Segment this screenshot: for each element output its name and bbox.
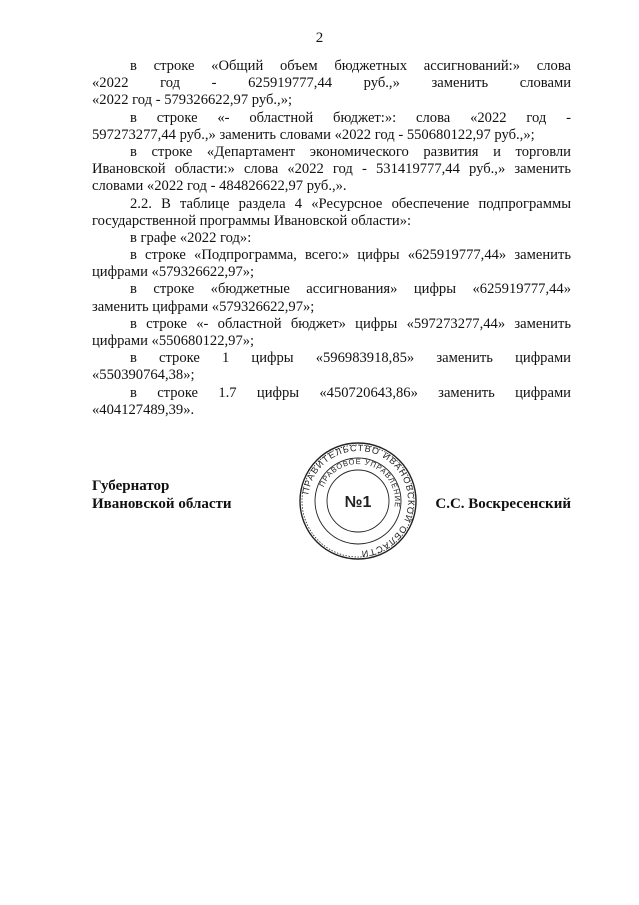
position-line-1: Губернатор	[92, 478, 170, 494]
official-seal	[298, 441, 418, 561]
seal-outer-text: ПРАВИТЕЛЬСТВО ИВАНОВСКОЙ ОБЛАСТИ	[300, 442, 417, 560]
text-line: в строке «Департамент экономического развития и торговли	[130, 143, 571, 160]
position-line-2: Ивановской области	[92, 496, 232, 512]
text-line: «550390764,38»;	[92, 367, 195, 384]
document-body	[92, 58, 571, 419]
text-line: цифрами «579326622,97»;	[92, 264, 255, 281]
text-line: в строке «- областной бюджет:»: слова «2022 год -	[130, 109, 571, 126]
signatory-name: С.С. Воскресенский	[435, 496, 571, 512]
text-line: 2.2. В таблице раздела 4 «Ресурсное обеспечение подпрограммы	[130, 195, 571, 212]
text-line: в строке 1.7 цифры «450720643,86» заменить цифрами	[130, 384, 571, 401]
text-line: в строке «Общий объем бюджетных ассигнований:» слова	[130, 58, 571, 74]
text-line: в строке 1 цифры «596983918,85» заменить цифрами	[130, 350, 571, 367]
text-line: «2022 год - 625919777,44 руб.,» заменить словами	[92, 75, 571, 92]
text-line: в строке «- областной бюджет» цифры «597273277,44» заменить	[130, 315, 571, 332]
text-line: государственной программы Ивановской области»:	[92, 212, 412, 229]
text-line: словами «2022 год - 484826622,97 руб.,».	[92, 178, 347, 195]
text-line: Ивановской области:» слова «2022 год - 531419777,44 руб.,» заменить	[92, 161, 571, 178]
text-line: «2022 год - 579326622,97 руб.,»;	[92, 92, 293, 109]
text-line: 597273277,44 руб.,» заменить словами «2022 год - 550680122,97 руб.,»;	[92, 126, 535, 143]
text-line: «404127489,39».	[92, 401, 195, 418]
text-line: цифрами «550680122,97»;	[92, 333, 255, 349]
seal-inner-text: ПРАВОВОЕ УПРАВЛЕНИЕ	[317, 456, 403, 509]
seal-number: №1	[344, 494, 372, 511]
page-number: 2	[315, 30, 324, 46]
text-line: заменить цифрами «579326622,97»;	[92, 298, 315, 315]
signatory-position	[92, 477, 232, 513]
text-line: в строке «Подпрограмма, всего:» цифры «625919777,44» заменить	[130, 247, 571, 264]
text-line: в строке «бюджетные ассигнования» цифры «625919777,44»	[130, 281, 571, 298]
text-line: в графе «2022 год»:	[130, 229, 252, 246]
